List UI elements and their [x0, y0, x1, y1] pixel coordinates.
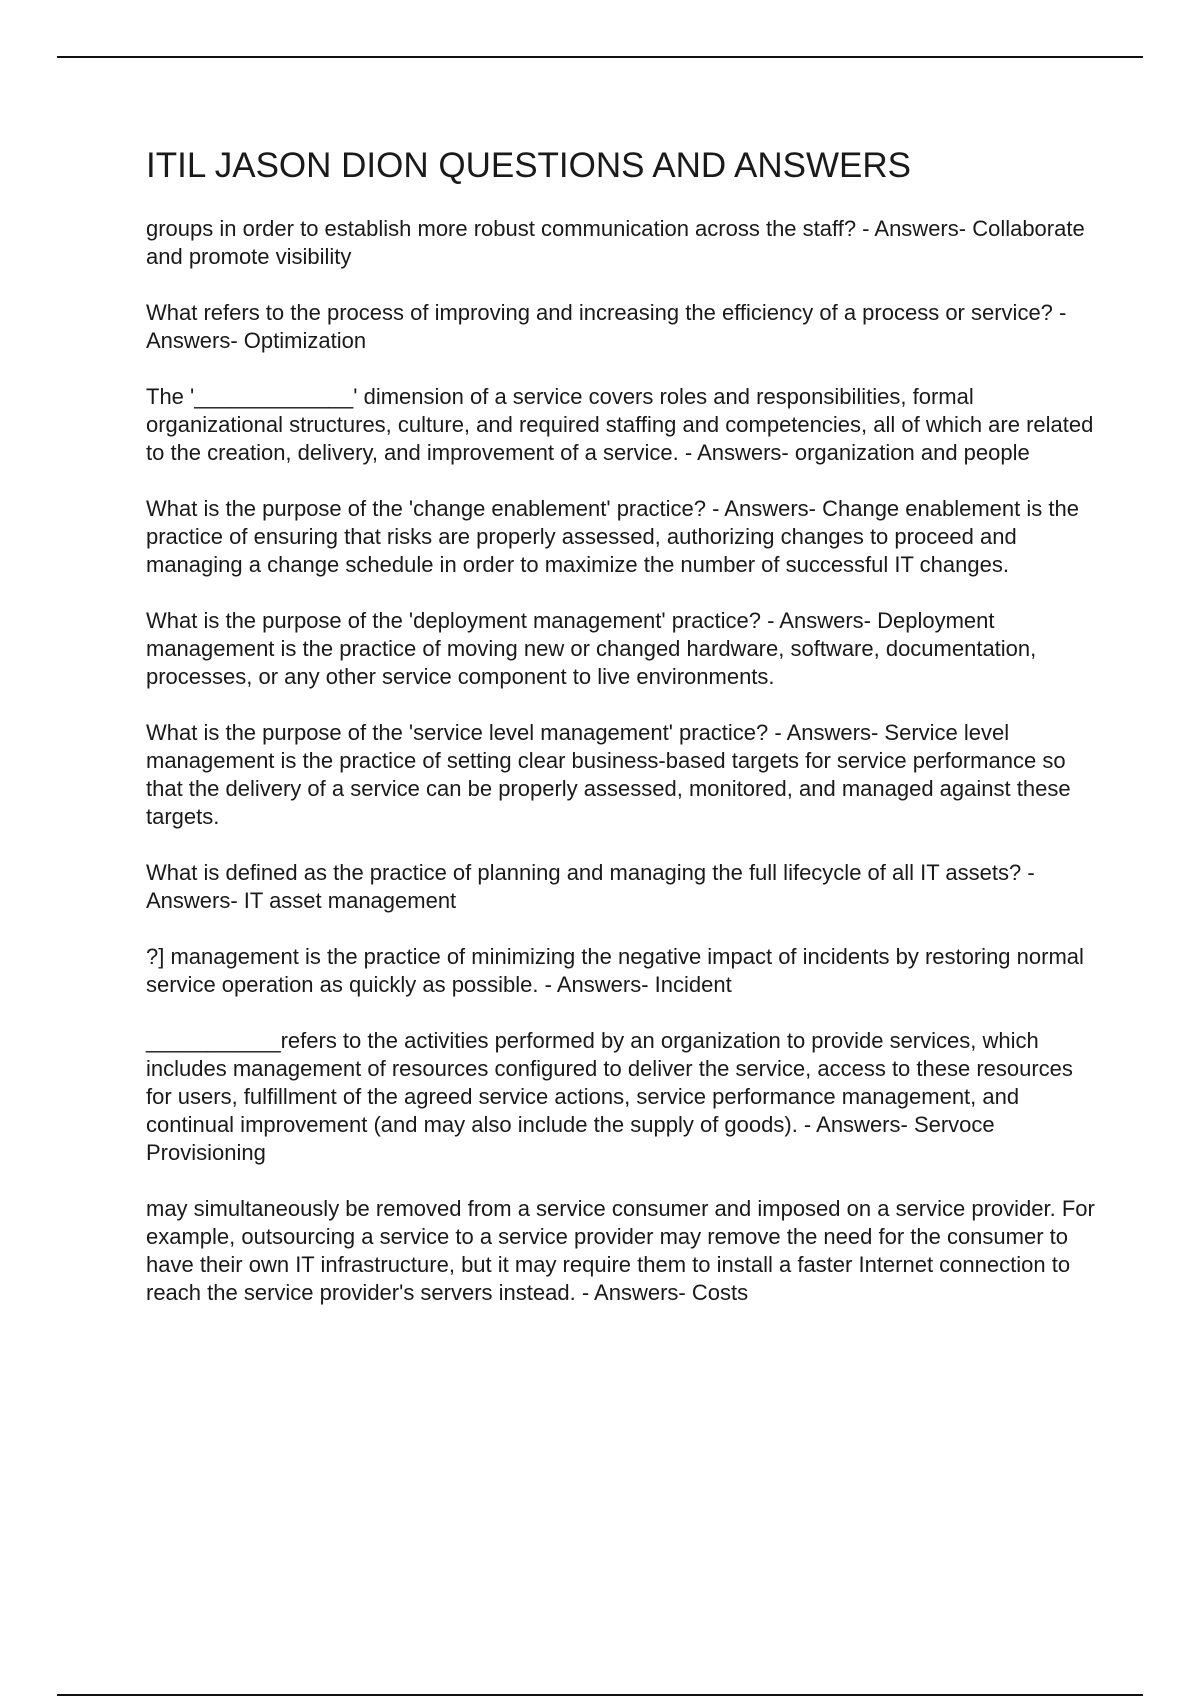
- header-divider: [57, 56, 1143, 58]
- qa-item: may simultaneously be removed from a service consumer and imposed on a service provider. For example, outsourcing a service to a service provider may remove the need for the consumer to have their own IT infrastructure, but it may require them to install a faster Internet connection to reach the service provider's servers instead. - Answers- Costs: [146, 1196, 1095, 1305]
- qa-item: What is the purpose of the 'deployment management' practice? - Answers- Deployment management is the practice of moving new or changed hardware, software, documentation, processes, or any other service component to live environments.: [146, 608, 1037, 689]
- qa-item: groups in order to establish more robust communication across the staff? - Answers- Collaborate and promote visibility: [146, 216, 1085, 269]
- qa-item: What is the purpose of the 'change enablement' practice? - Answers- Change enablement is the practice of ensuring that risks are properly assessed, authorizing changes to proceed and managing a change schedule in order to maximize the number of successful IT changes.: [146, 496, 1079, 577]
- document-page: [146, 142, 1096, 1335]
- qa-item: What refers to the process of improving and increasing the efficiency of a process or service? - Answers- Optimization: [146, 300, 1067, 353]
- qa-item: ___________refers to the activities performed by an organization to provide services, which includes management of resources configured to deliver the service, access to these resources for users, fulfillment of the agreed service actions, service performance management, and continual improvement (and may also include the supply of goods). - Answers- Servoce Provisioning: [146, 1028, 1073, 1165]
- qa-item: What is defined as the practice of planning and managing the full lifecycle of all IT assets? - Answers- IT asset management: [146, 860, 1035, 913]
- footer-divider: [57, 1694, 1143, 1696]
- qa-item: What is the purpose of the 'service level management' practice? - Answers- Service level management is the practice of setting clear business-based targets for service performance so that the delivery of a service can be properly assessed, monitored, and managed against these targets.: [146, 720, 1071, 829]
- qa-item: The '_____________' dimension of a service covers roles and responsibilities, formal organizational structures, culture, and required staffing and competencies, all of which are related to the creation, delivery, and improvement of a service. - Answers- organization and people: [146, 384, 1094, 465]
- qa-list: [146, 215, 1096, 1307]
- document-title: ITIL JASON DION QUESTIONS AND ANSWERS: [146, 146, 911, 185]
- qa-item: ?] management is the practice of minimizing the negative impact of incidents by restoring normal service operation as quickly as possible. - Answers- Incident: [146, 944, 1084, 997]
